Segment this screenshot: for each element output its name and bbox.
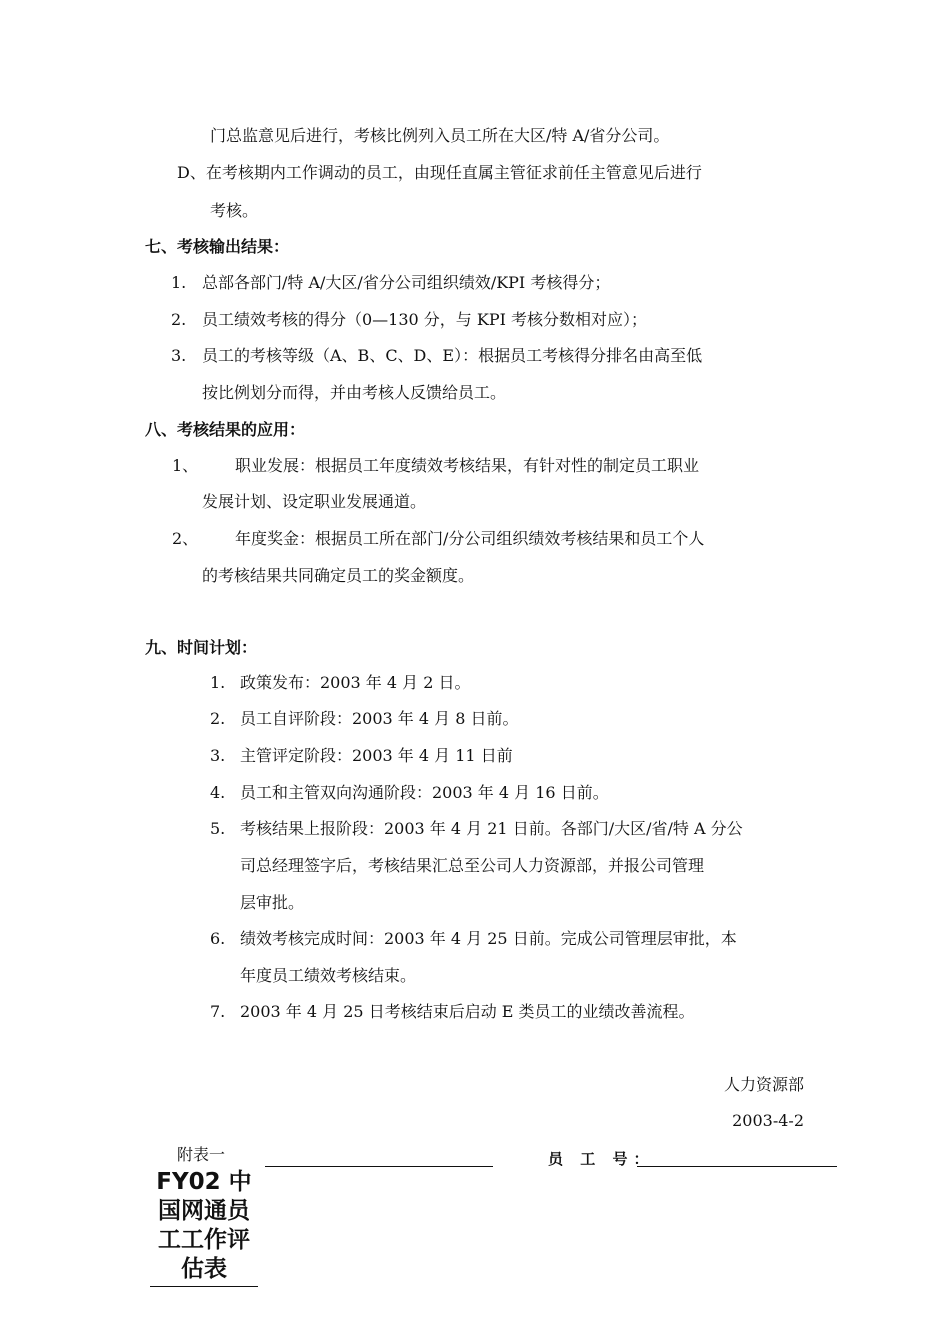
list-item: 2003 年 4 月 25 日考核结束后启动 E 类员工的业绩改善流程。 — [240, 1002, 695, 1021]
list-item: 员工自评阶段：2003 年 4 月 8 日前。 — [240, 709, 519, 728]
list-number: 5. — [210, 819, 226, 838]
list-item: 绩效考核完成时间：2003 年 4 月 25 日前。完成公司管理层审批，本 — [240, 929, 737, 948]
appendix-underline — [265, 1166, 493, 1167]
list-item-d: D、在考核期内工作调动的员工，由现任直属主管征求前任主管意见后进行 — [177, 163, 702, 182]
employee-number-field[interactable] — [637, 1166, 837, 1167]
list-item: 员工的考核等级（A、B、C、D、E）：根据员工考核得分排名由高至低 — [202, 346, 703, 365]
list-item: 职业发展：根据员工年度绩效考核结果，有针对性的制定员工职业 — [235, 456, 700, 475]
list-number: 6. — [210, 929, 226, 948]
list-item: 年度奖金：根据员工所在部门/分公司组织绩效考核结果和员工个人 — [235, 529, 705, 548]
list-item: 员工和主管双向沟通阶段：2003 年 4 月 16 日前。 — [240, 783, 609, 802]
list-item-continuation: 的考核结果共同确定员工的奖金额度。 — [202, 566, 475, 585]
list-item: 员工绩效考核的得分（0—130 分，与 KPI 考核分数相对应）； — [202, 310, 648, 329]
list-number: 3. — [171, 346, 187, 365]
list-number: 1、 — [172, 456, 199, 475]
list-item: 政策发布：2003 年 4 月 2 日。 — [240, 673, 471, 692]
list-item-continuation: 发展计划、设定职业发展通道。 — [202, 492, 427, 511]
list-number: 3. — [210, 746, 226, 765]
section-heading-9: 九、时间计划： — [145, 638, 258, 657]
list-number: 1. — [171, 273, 187, 292]
list-item-d-continuation: 考核。 — [210, 201, 259, 220]
list-item-continuation: 按比例划分而得，并由考核人反馈给员工。 — [202, 383, 507, 402]
list-number: 4. — [210, 783, 226, 802]
paragraph-line: 门总监意见后进行，考核比例列入员工所在大区/特 A/省分公司。 — [210, 126, 670, 145]
list-item: 考核结果上报阶段：2003 年 4 月 21 日前。各部门/大区/省/特 A 分公 — [240, 819, 743, 838]
list-number: 1. — [210, 673, 226, 692]
list-item-continuation: 司总经理签字后，考核结果汇总至公司人力资源部，并报公司管理 — [240, 856, 705, 875]
section-heading-8: 八、考核结果的应用： — [145, 420, 306, 439]
signature-department: 人力资源部 — [723, 1075, 804, 1094]
appendix-label: 附表一 — [177, 1145, 226, 1164]
section-heading-7: 七、考核输出结果： — [145, 237, 290, 256]
employee-number-label: 员 工 号： — [548, 1150, 655, 1168]
list-number: 2. — [171, 310, 187, 329]
list-number: 2. — [210, 709, 226, 728]
list-item-continuation: 层审批。 — [240, 893, 305, 912]
list-item-continuation: 年度员工绩效考核结束。 — [240, 966, 417, 985]
list-item: 主管评定阶段：2003 年 4 月 11 日前 — [240, 746, 513, 765]
list-number: 2、 — [172, 529, 199, 548]
list-item: 总部各部门/特 A/大区/省分公司组织绩效/KPI 考核得分； — [202, 273, 611, 292]
appendix-form-title: FY02 中 国网通员 工工作评 估表 — [150, 1168, 258, 1287]
signature-date: 2003-4-2 — [732, 1111, 804, 1130]
list-number: 7. — [210, 1002, 226, 1021]
